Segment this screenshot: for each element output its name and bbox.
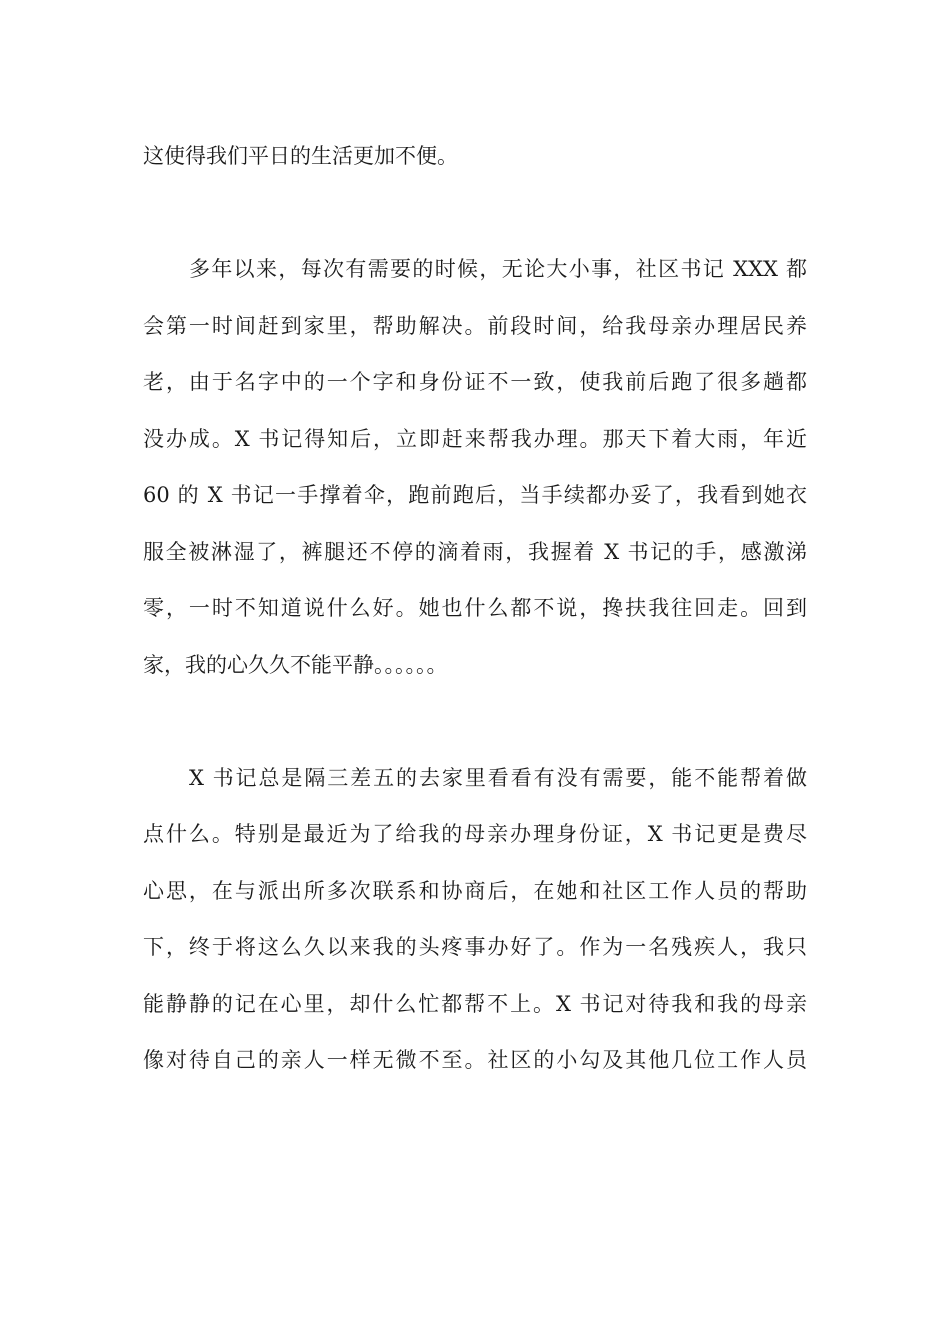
paragraph-line: 像对待自己的亲人一样无微不至。社区的小勾及其他几位工作人员	[143, 1048, 807, 1072]
paragraph-spacer	[143, 185, 807, 242]
paragraph-line: 这使得我们平日的生活更加不便。	[143, 144, 458, 168]
paragraph-line: 点什么。特别是最近为了给我的母亲办理身份证，X 书记更是费尽	[143, 822, 807, 846]
paragraph-line: X 书记总是隔三差五的去家里看看有没有需要，能不能帮着做	[189, 765, 807, 790]
paragraph-line: 60 的 X 书记一手撑着伞，跑前跑后，当手续都办妥了，我看到她衣	[143, 483, 807, 507]
paragraph-line: 没办成。X 书记得知后，立即赶来帮我办理。那天下着大雨，年近	[143, 426, 807, 451]
paragraph-line: 服全被淋湿了，裤腿还不停的滴着雨，我握着 X 书记的手，感激涕	[143, 539, 807, 564]
paragraph-line: 零，一时不知道说什么好。她也什么都不说，搀扶我往回走。回到	[143, 596, 807, 620]
paragraph-line: 心思，在与派出所多次联系和协商后，在她和社区工作人员的帮助	[143, 878, 807, 903]
paragraph-2	[143, 241, 807, 693]
paragraph-line: 下，终于将这么久以来我的头疼事办好了。作为一名残疾人，我只	[143, 935, 807, 959]
paragraph-line: 能静静的记在心里，却什么忙都帮不上。X 书记对待我和我的母亲	[143, 991, 807, 1016]
paragraph-line: 会第一时间赶到家里，帮助解决。前段时间，给我母亲办理居民养	[143, 313, 807, 338]
paragraph-3	[143, 750, 807, 1089]
paragraph-1	[143, 128, 807, 185]
document-body	[143, 128, 807, 1089]
paragraph-line: 老，由于名字中的一个字和身份证不一致，使我前后跑了很多趟都	[143, 370, 807, 394]
paragraph-line: 家，我的心久久不能平静。。。。。。	[143, 652, 448, 677]
paragraph-spacer	[143, 693, 807, 750]
paragraph-line: 多年以来，每次有需要的时候，无论大小事，社区书记 XXX 都	[189, 257, 807, 281]
